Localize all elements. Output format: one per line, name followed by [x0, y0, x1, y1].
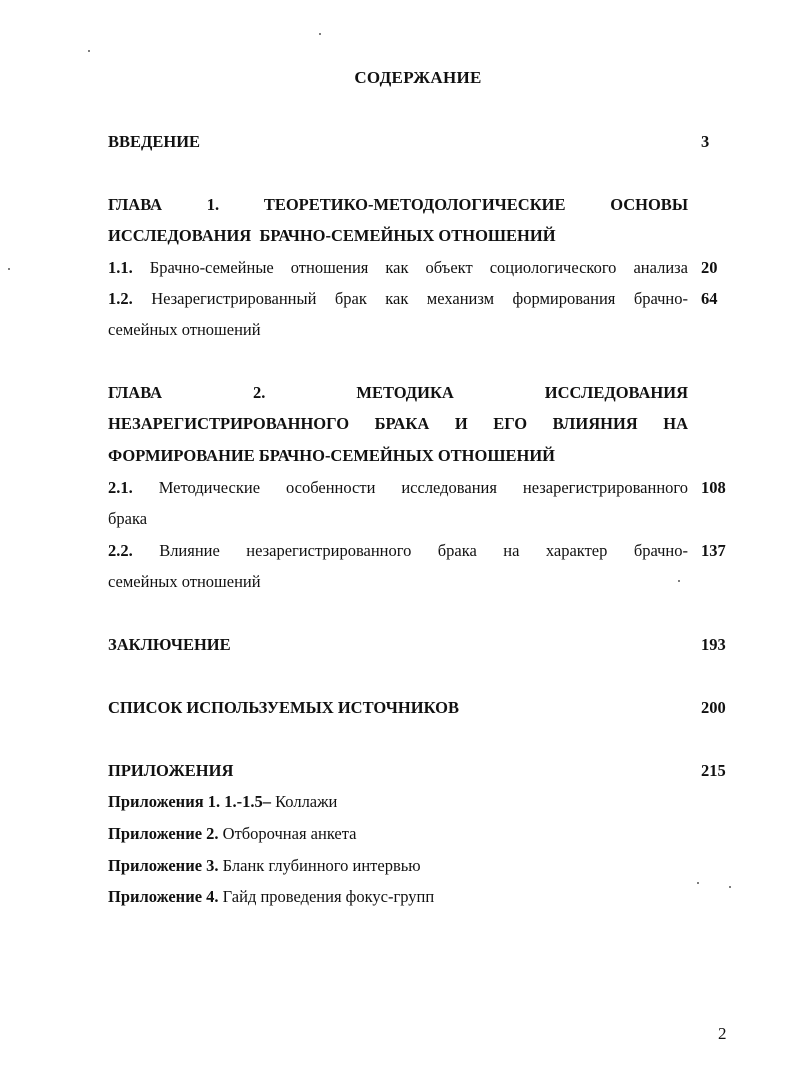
chapter2-title-part2: ИССЛЕДОВАНИЯ [544, 383, 689, 402]
section-2-1-line1 [108, 472, 688, 503]
appendix-2-label: Приложение 2. [108, 824, 219, 843]
toc-intro: ВВЕДЕНИЕ [108, 132, 201, 151]
section-2-2-title: Влияние незарегистрированного брака на характер брачно- [159, 541, 688, 560]
scan-speck [678, 580, 680, 582]
appendix-1-label: Приложения 1. 1.-1.5– [108, 792, 271, 811]
toc-conclusion-page: 193 [701, 635, 726, 654]
section-1-2-page: 64 [701, 289, 718, 308]
appendix-4 [108, 881, 688, 912]
chapter2-heading-line1 [108, 377, 688, 408]
section-2-1-page: 108 [701, 478, 726, 497]
scan-speck [8, 268, 10, 270]
section-2-2-number: 2.2. [108, 541, 133, 560]
section-2-2-page: 137 [701, 541, 726, 560]
toc-sources-page: 200 [701, 698, 726, 717]
section-1-1-title: Брачно-семейные отношения как объект социологического анализа [149, 258, 688, 277]
chapter2-title-part1: МЕТОДИКА [356, 383, 454, 402]
chapter1-heading-line2: ИССЛЕДОВАНИЯ БРАЧНО-СЕМЕЙНЫХ ОТНОШЕНИЙ [108, 226, 556, 245]
appendix-1-title: Коллажи [271, 792, 338, 811]
chapter1-heading-line1 [108, 189, 688, 220]
appendix-4-label: Приложение 4. [108, 887, 219, 906]
chapter2-heading-line2: НЕЗАРЕГИСТРИРОВАННОГО БРАКА И ЕГО ВЛИЯНИЯ НА [108, 414, 688, 433]
section-2-2-line2: семейных отношений [108, 572, 261, 591]
toc-sources: СПИСОК ИСПОЛЬЗУЕМЫХ ИСТОЧНИКОВ [108, 698, 459, 717]
appendix-3-label: Приложение 3. [108, 856, 219, 875]
toc-conclusion: ЗАКЛЮЧЕНИЕ [108, 635, 231, 654]
appendix-3-title: Бланк глубинного интервью [218, 856, 421, 875]
chapter1-title-part2: ОСНОВЫ [610, 195, 689, 214]
section-1-1-page: 20 [701, 258, 718, 277]
appendix-2-title: Отборочная анкета [218, 824, 357, 843]
page-number: 2 [718, 1024, 727, 1043]
section-2-1-number: 2.1. [108, 478, 133, 497]
section-2-2-line1 [108, 535, 688, 566]
section-1-1 [108, 252, 688, 283]
toc-appendices: ПРИЛОЖЕНИЯ [108, 761, 234, 780]
section-2-1-line2: брака [108, 509, 148, 528]
chapter1-label: ГЛАВА 1. [108, 195, 220, 214]
scan-speck [697, 882, 699, 884]
scan-speck [88, 50, 90, 52]
page-title: СОДЕРЖАНИЕ [354, 68, 482, 87]
section-1-2-line1 [108, 283, 688, 314]
appendix-3 [108, 850, 688, 881]
chapter1-title-part1: ТЕОРЕТИКО-МЕТОДОЛОГИЧЕСКИЕ [263, 195, 566, 214]
section-2-1-title: Методические особенности исследования незарегистрированного [158, 478, 689, 497]
scan-speck [319, 33, 321, 35]
section-1-2-number: 1.2. [108, 289, 133, 308]
section-1-2-title: Незарегистрированный брак как механизм формирования брачно- [151, 289, 688, 308]
toc-appendices-page: 215 [701, 761, 726, 780]
section-1-2-line2: семейных отношений [108, 320, 261, 339]
section-1-1-number: 1.1. [108, 258, 133, 277]
appendix-4-title: Гайд проведения фокус-групп [218, 887, 435, 906]
scan-speck [729, 886, 731, 888]
appendix-2 [108, 818, 688, 849]
chapter2-heading-line3: ФОРМИРОВАНИЕ БРАЧНО-СЕМЕЙНЫХ ОТНОШЕНИЙ [108, 446, 555, 465]
toc-intro-page: 3 [701, 132, 710, 151]
chapter2-label: ГЛАВА 2. [108, 383, 266, 402]
appendix-1 [108, 786, 688, 817]
